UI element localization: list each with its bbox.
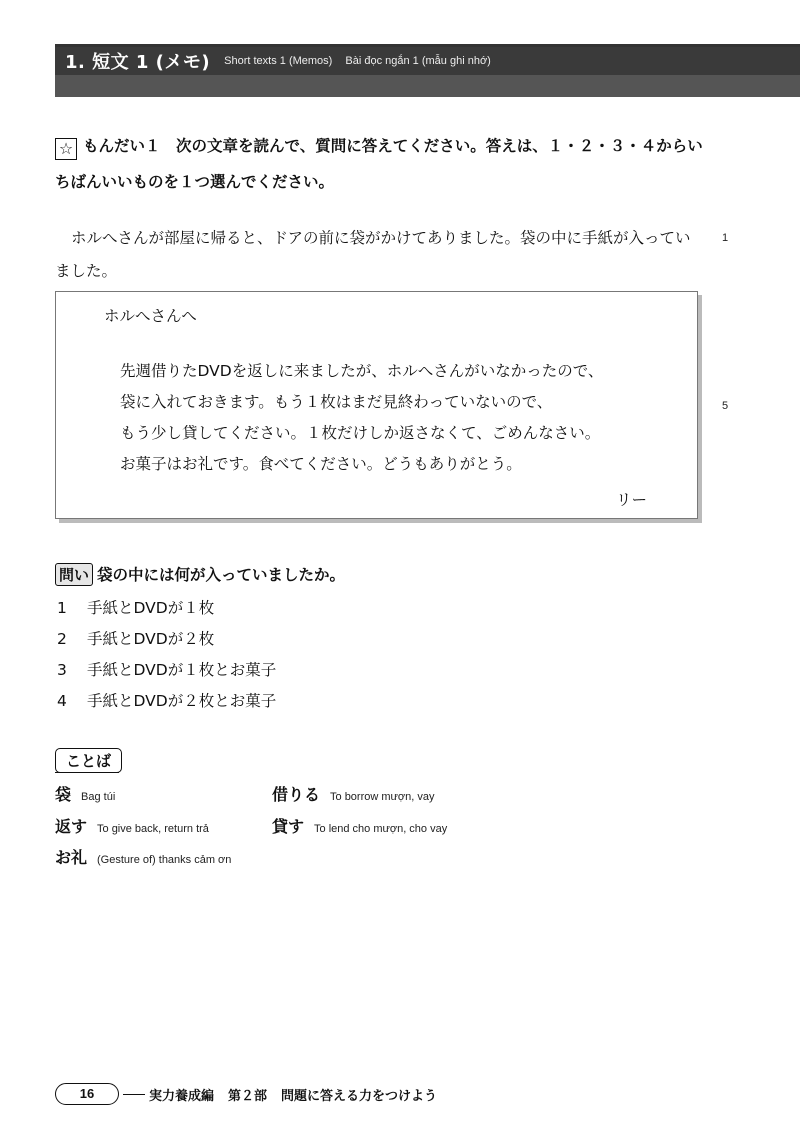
vocab-word: お礼 (55, 848, 88, 867)
footer-part: 第２部 (228, 1088, 268, 1104)
star-icon: ☆ (55, 138, 77, 160)
page-footer (55, 1083, 451, 1105)
vocab-word: 借りる (272, 785, 321, 804)
option-number: 1 (57, 599, 67, 617)
section-subtitle-en: Short texts 1 (Memos) (224, 55, 333, 67)
answer-option-1[interactable] (55, 593, 276, 624)
section-header-band (55, 47, 800, 75)
vocab-item-kasu (272, 814, 447, 837)
answer-option-4[interactable] (55, 686, 276, 717)
memo-line: お菓子はお礼です。食べてください。どうもありがとう。 (120, 455, 522, 473)
footer-text (149, 1085, 451, 1104)
question-text: 袋の中には何が入っていましたか。 (97, 566, 346, 584)
option-number: 2 (57, 630, 67, 648)
memo-greeting: ホルへさんへ (104, 307, 197, 325)
option-text: 手紙とDVDが１枚 (87, 599, 215, 617)
question-label: 問い (55, 563, 93, 586)
memo-card (55, 291, 698, 519)
instruction-line-2: ちばんいいものを１つ選んでください。 (55, 173, 335, 191)
vocab-word: 返す (55, 817, 88, 836)
vocab-item-kariru (272, 782, 434, 805)
vocab-word: 貸す (272, 817, 305, 836)
option-number: 4 (57, 692, 67, 710)
vocab-item-orei (55, 845, 231, 868)
memo-line: もう少し貸してください。１枚だけしか返さなくて、ごめんなさい。 (120, 424, 601, 442)
option-number: 3 (57, 661, 67, 679)
intro-passage: ホルへさんが部屋に帰ると、ドアの前に袋がかけてありました。袋の中に手紙が入っていました。 (55, 229, 691, 280)
vocab-gloss: (Gesture of) thanks cảm ơn (97, 854, 232, 866)
line-number-5: 5 (722, 400, 729, 412)
instruction-line-1: もんだい１ 次の文章を読んで、質問に答えてください。答えは、１・２・３・４からい (83, 137, 703, 155)
problem-instruction (55, 128, 745, 200)
vocab-label: ことば (55, 748, 122, 773)
answer-options (55, 593, 276, 717)
answer-option-2[interactable] (55, 624, 276, 655)
answer-option-3[interactable] (55, 655, 276, 686)
option-text: 手紙とDVDが２枚とお菓子 (87, 692, 277, 710)
vocab-gloss: To give back, return trả (97, 823, 209, 835)
vocab-gloss: Bag túi (81, 791, 116, 803)
option-text: 手紙とDVDが２枚 (87, 630, 215, 648)
memo-body (120, 356, 603, 480)
page-number: 16 (55, 1083, 119, 1105)
memo-signature: リー (615, 491, 647, 509)
option-text: 手紙とDVDが１枚とお菓子 (87, 661, 277, 679)
vocab-gloss: To lend cho mượn, cho vay (314, 823, 448, 835)
footer-divider (123, 1094, 145, 1095)
section-header (55, 44, 800, 97)
section-title: 1. 短文 1 (メモ) (65, 52, 211, 73)
section-subtitle-vi: Bài đọc ngắn 1 (mẫu ghi nhớ) (345, 55, 491, 67)
question (55, 563, 345, 586)
footer-title: 問題に答える力をつけよう (281, 1088, 438, 1104)
footer-section: 実力養成編 (149, 1088, 215, 1104)
memo-line: 先週借りたDVDを返しに来ましたが、ホルへさんがいなかったので、 (120, 362, 604, 380)
vocab-gloss: To borrow mượn, vay (330, 791, 435, 803)
vocab-word: 袋 (55, 785, 72, 804)
vocab-item-fukuro (55, 782, 115, 805)
vocab-item-kaesu (55, 814, 209, 837)
section-subtitle (224, 55, 501, 67)
memo-line: 袋に入れておきます。もう１枚はまだ見終わっていないので、 (120, 393, 553, 411)
vocab-divider (55, 772, 119, 773)
line-number-1: 1 (722, 232, 729, 244)
